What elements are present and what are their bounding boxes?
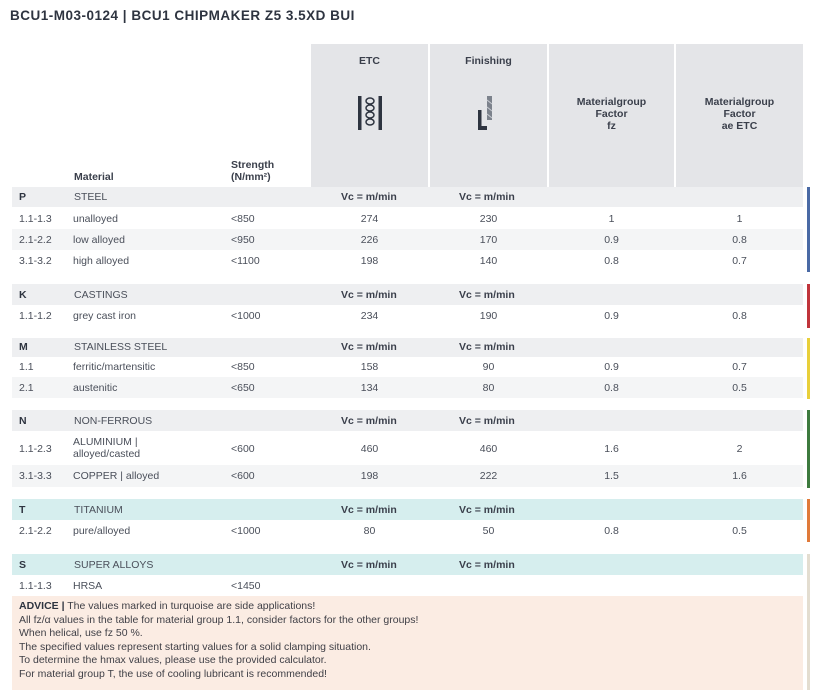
group-color-bar-non-ferrous [807, 410, 810, 488]
header-mgf-ae-label: Materialgroup Factor ae ETC [704, 96, 775, 132]
table-row: 1.1-1.2 grey cast iron <1000 234 190 0.9 0.8 [19, 310, 747, 322]
header-mgf-fz-label: Materialgroup Factor fz [576, 96, 647, 132]
header-finishing-label: Finishing [465, 55, 512, 67]
header-strength: Strength (N/mm²) [231, 159, 275, 183]
group-color-bar-stainless [807, 338, 810, 399]
header-etc-label: ETC [359, 55, 380, 67]
header-mgf-ae-column [676, 44, 803, 187]
page-title: BCU1-M03-0124 | BCU1 CHIPMAKER Z5 3.5XD BUI [10, 8, 355, 23]
table-row: 1.1-2.3 ALUMINIUM | alloyed/casted <600 460 460 1.6 2 [19, 436, 743, 460]
advice-box: ADVICE | The values marked in turquoise are side applications! All fz/α values in the table for material group 1.1, consider factors for the other groups! When helical, use fz 50 %. The specified values represent starting values for a solid clamping situation. To determine the hmax values, please use the provided calculator. For material group T, the use of cooling lubricant is recommended! [12, 596, 803, 690]
helical-interpolation-icon [358, 96, 382, 130]
table-row: 2.1 austenitic <650 134 80 0.8 0.5 [12, 377, 803, 398]
group-row-stainless: M STAINLESS STEEL Vc = m/min Vc = m/min [12, 338, 803, 357]
group-color-bar-castings [807, 284, 810, 328]
table-row: 1.1-1.3 unalloyed <850 274 230 1 1 [19, 213, 743, 225]
table-row: 2.1-2.2 pure/alloyed <1000 80 50 0.8 0.5 [19, 525, 747, 537]
table-row: 1.1 ferritic/martensitic <850 158 90 0.9 0.7 [19, 361, 747, 373]
group-row-non-ferrous: N NON-FERROUS Vc = m/min Vc = m/min [12, 410, 803, 431]
header-mgf-fz-column [549, 44, 674, 187]
header-etc-column [311, 44, 428, 187]
table-row: 1.1-1.3 HRSA <1450 [19, 580, 261, 592]
table-row: 3.1-3.2 high alloyed <1100 198 140 0.8 0.7 [19, 255, 747, 267]
group-row-castings: K CASTINGS Vc = m/min Vc = m/min [12, 284, 803, 305]
group-row-steel: P STEEL Vc = m/min Vc = m/min [12, 187, 803, 207]
group-color-bar-titanium [807, 499, 810, 542]
advice-label: ADVICE | [19, 600, 65, 612]
table-row: 3.1-3.3 COPPER | alloyed <600 198 222 1.5 1.6 [12, 465, 803, 487]
group-row-super-alloys: S SUPER ALLOYS Vc = m/min Vc = m/min [12, 554, 803, 575]
table-row: 2.1-2.2 low alloyed <950 226 170 0.9 0.8 [12, 229, 803, 250]
finishing-endmill-icon [478, 96, 498, 130]
group-color-bar-steel [807, 187, 810, 272]
header-material: Material [74, 171, 114, 183]
header-finishing-column [430, 44, 547, 187]
group-row-titanium: T TITANIUM Vc = m/min Vc = m/min [12, 499, 803, 520]
group-color-bar-super-alloys [807, 554, 810, 690]
